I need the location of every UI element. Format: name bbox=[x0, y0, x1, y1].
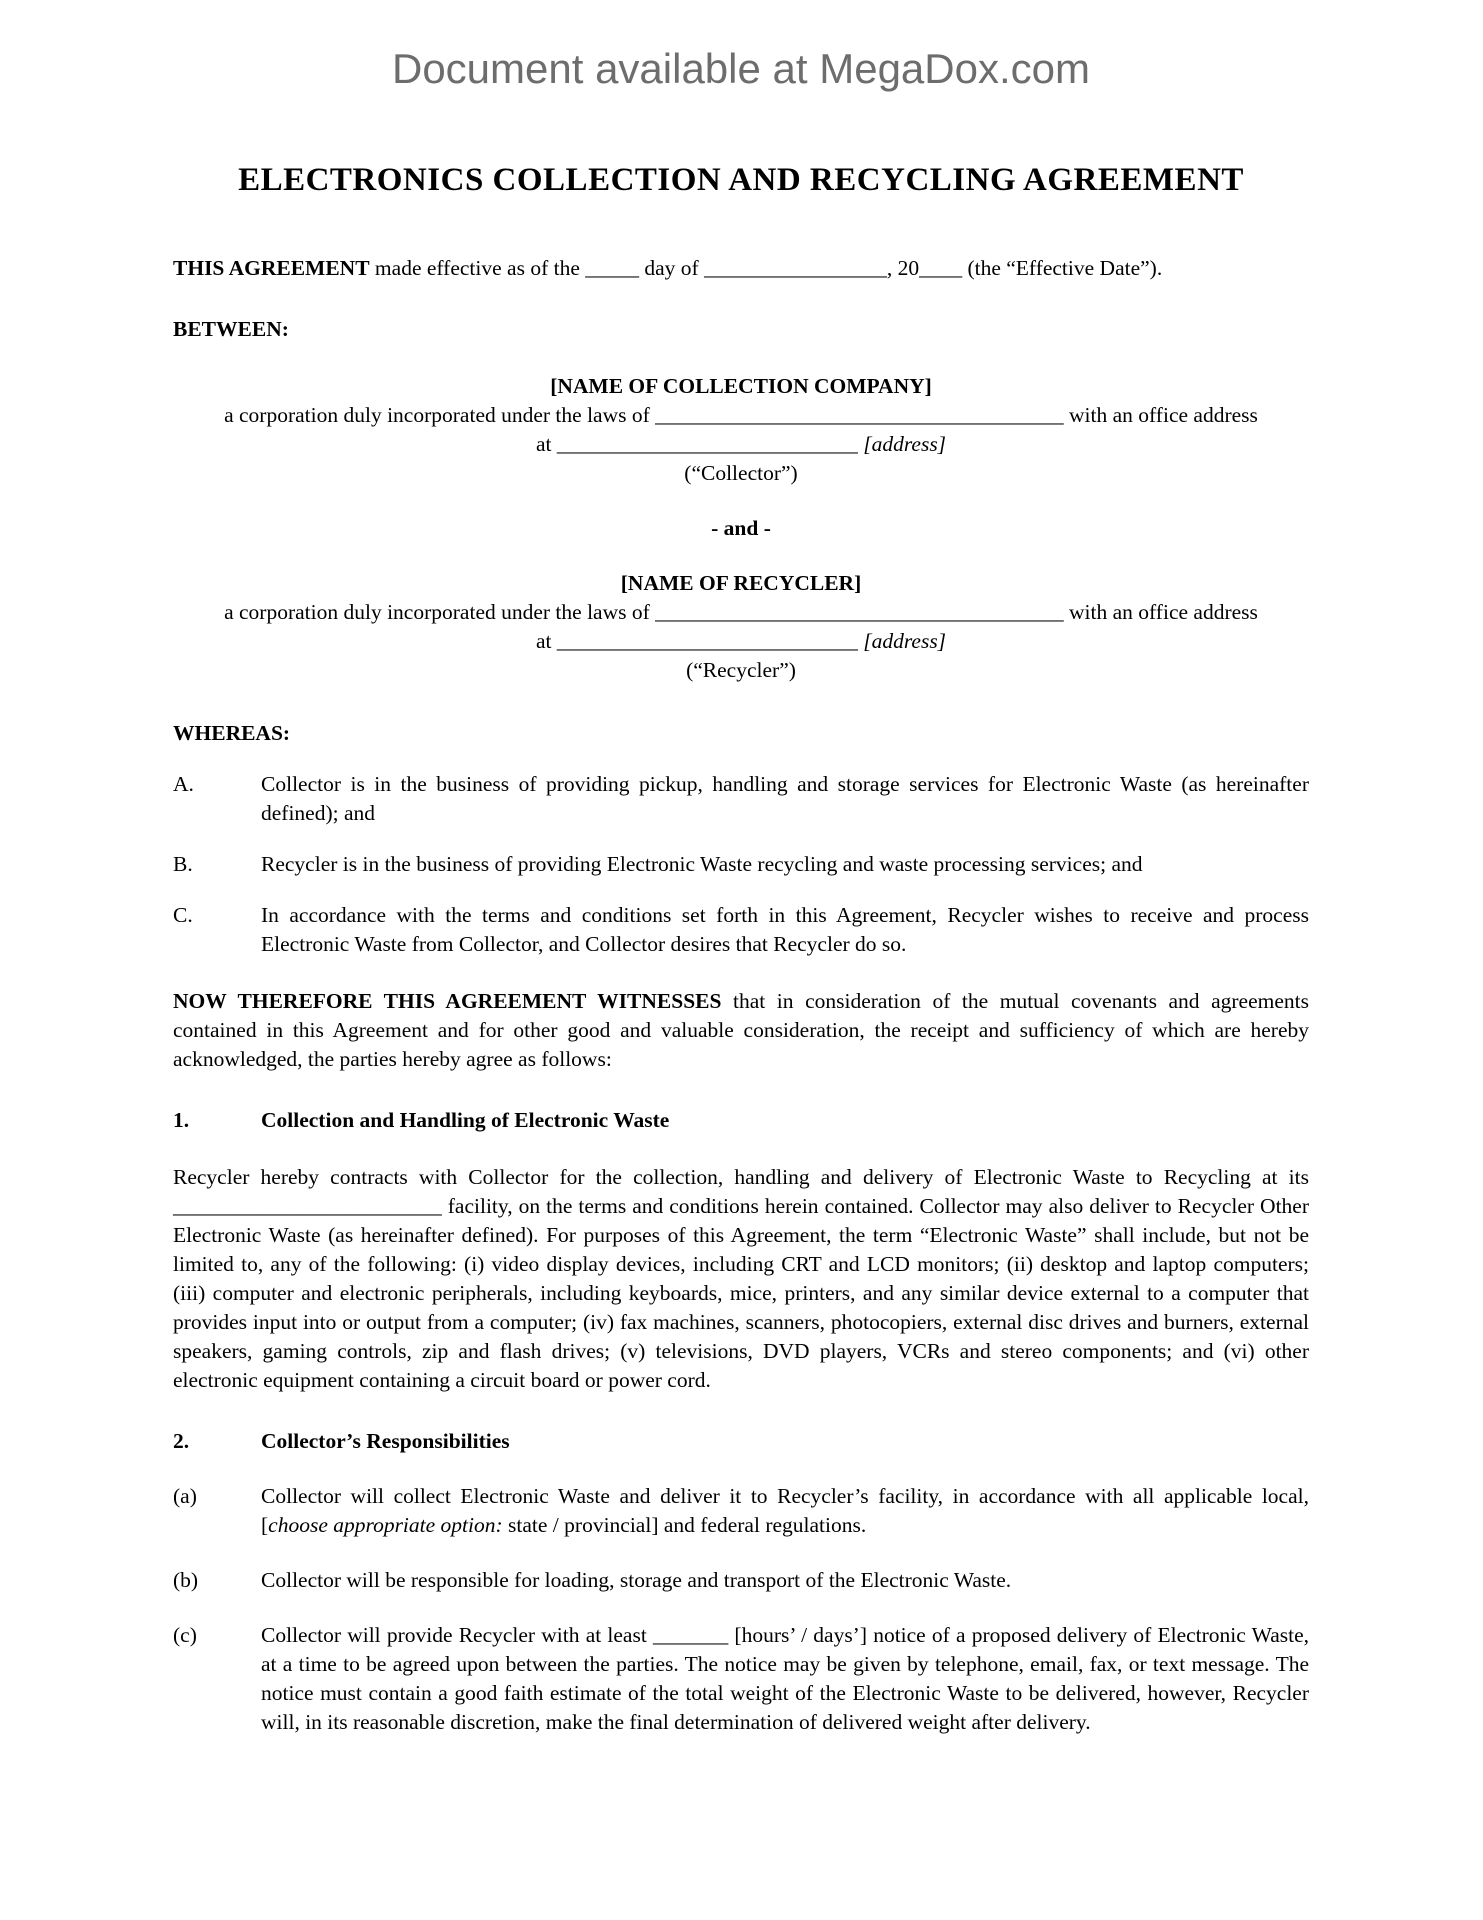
party-collector bbox=[173, 372, 1309, 488]
address-placeholder: [address] bbox=[863, 629, 947, 654]
now-therefore-paragraph bbox=[173, 987, 1309, 1074]
address-blank: at ____________________________ bbox=[535, 629, 864, 654]
clause-text bbox=[261, 1621, 1309, 1737]
now-therefore-bold-phrase: NOW THEREFORE THIS AGREEMENT WITNESSES bbox=[173, 989, 722, 1014]
clause-text-pre: Collector will be responsible for loading, storage and transport of the Electronic Waste. bbox=[261, 1568, 1012, 1593]
watermark-text: Document available at MegaDox.com bbox=[391, 45, 1090, 92]
clause-letter: (c) bbox=[173, 1623, 197, 1648]
party-incorporation-line: a corporation duly incorporated under the laws of ______________________________________ with an office address bbox=[224, 403, 1258, 428]
whereas-label: WHEREAS: bbox=[173, 721, 291, 746]
recital-letter: A. bbox=[173, 772, 194, 797]
section-number: 2. bbox=[173, 1429, 190, 1454]
clause-a bbox=[173, 1482, 1309, 1540]
recital-b bbox=[173, 850, 1309, 879]
clause-text bbox=[261, 1566, 1309, 1595]
section-number: 1. bbox=[173, 1108, 190, 1133]
clause-text bbox=[261, 1482, 1309, 1540]
party-name: [NAME OF COLLECTION COMPANY] bbox=[550, 374, 932, 399]
clause-text-italic: choose appropriate option: bbox=[268, 1513, 503, 1538]
recital-letter: B. bbox=[173, 852, 193, 877]
opening-text: made effective as of the _____ day of _________________, 20____ (the “Effective Date”). bbox=[369, 256, 1163, 281]
party-incorporation-line: a corporation duly incorporated under the laws of ______________________________________ with an office address bbox=[224, 600, 1258, 625]
between-label: BETWEEN: bbox=[173, 317, 289, 342]
recital-c bbox=[173, 901, 1309, 959]
section-heading: Collector’s Responsibilities bbox=[261, 1429, 510, 1454]
party-name: [NAME OF RECYCLER] bbox=[620, 571, 862, 596]
recital-text: Recycler is in the business of providing Electronic Waste recycling and waste processing services; and bbox=[261, 852, 1143, 877]
section-1-body: Recycler hereby contracts with Collector for the collection, handling and delivery of Electronic Waste to Recycling at its _________________________ facility, on the terms and conditions herein contained. Collector may also deliver to Recycler Other Electronic Waste (as hereinafter defined). For purposes of this Agreement, the term “Electronic Waste” shall include, but not be limited to, any of the following: (i) video display devices, including CRT and LCD monitors; (ii) desktop and laptop computers; (iii) computer and electronic peripherals, including keyboards, mice, printers, and any similar device external to a computer that provides input into or output from a computer; (iv) fax machines, scanners, photocopiers, external disc drives and burners, external speakers, gaming controls, zip and flash drives; (v) televisions, DVD players, VCRs and stereo components; and (vi) other electronic equipment containing a circuit board or power cord. bbox=[173, 1165, 1309, 1393]
section-2-heading-row bbox=[173, 1427, 1309, 1456]
clause-text-pre: Collector will provide Recycler with at least _______ [hours’ / days’] notice of a proposed delivery of Electronic Waste, at a time to be agreed upon between the parties. The notice may be given by telephone, email, fax, or text message. The notice must contain a good faith estimate of the total weight of the Electronic Waste to be delivered, however, Recycler will, in its reasonable discretion, make the final determination of delivered weight after delivery. bbox=[261, 1623, 1309, 1735]
party-alias: (“Collector”) bbox=[684, 461, 798, 486]
now-therefore-text: that in consideration of the mutual covenants and agreements contained in this Agreement and for other good and valuable consideration, the receipt and sufficiency of which are hereby acknowledged, the parties hereby agree as follows: bbox=[173, 989, 1309, 1072]
recital-letter: C. bbox=[173, 903, 193, 928]
section-heading: Collection and Handling of Electronic Waste bbox=[261, 1108, 670, 1133]
address-placeholder: [address] bbox=[863, 432, 947, 457]
clause-letter: (b) bbox=[173, 1568, 199, 1593]
section-1-heading-row bbox=[173, 1106, 1309, 1135]
recital-text: Collector is in the business of providing pickup, handling and storage services for Electronic Waste (as hereinafter defined); and bbox=[261, 772, 1309, 826]
address-blank: at ____________________________ bbox=[535, 432, 864, 457]
recital-text: In accordance with the terms and conditions set forth in this Agreement, Recycler wishes to receive and process Electronic Waste from Collector, and Collector desires that Recycler do so. bbox=[261, 903, 1309, 957]
clause-c bbox=[173, 1621, 1309, 1737]
and-separator: - and - bbox=[711, 516, 771, 541]
party-address-line bbox=[173, 430, 1309, 459]
opening-bold-phrase: THIS AGREEMENT bbox=[173, 256, 370, 281]
recital-a bbox=[173, 770, 1309, 828]
clause-text-pre: Collector will collect Electronic Waste and deliver it to Recycler’s facility, in accordance with all applicable local, [ bbox=[261, 1484, 1309, 1538]
clause-b bbox=[173, 1566, 1309, 1595]
clause-text-post: state / provincial] and federal regulations. bbox=[502, 1513, 867, 1538]
party-address-line bbox=[173, 627, 1309, 656]
document-title: ELECTRONICS COLLECTION AND RECYCLING AGREEMENT bbox=[238, 162, 1244, 199]
party-alias: (“Recycler”) bbox=[686, 658, 796, 683]
party-recycler bbox=[173, 569, 1309, 685]
clause-letter: (a) bbox=[173, 1484, 197, 1509]
opening-paragraph bbox=[173, 254, 1309, 283]
